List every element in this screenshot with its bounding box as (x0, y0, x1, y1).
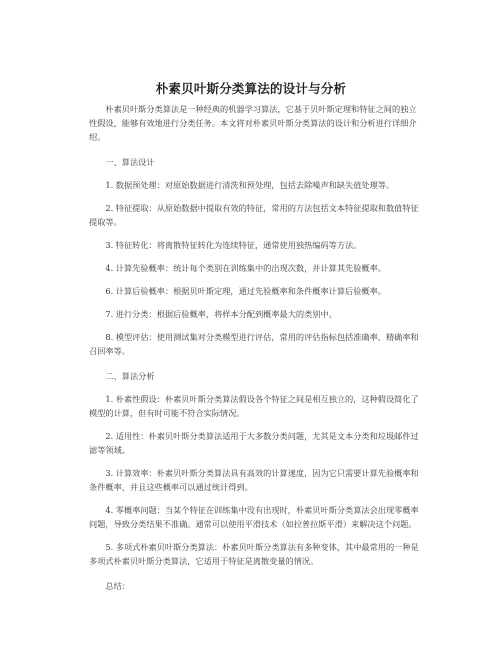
section-heading-design: 一、算法设计 (105, 157, 155, 167)
design-item-1: 1. 数据预处理：对原始数据进行清洗和预处理，包括去除噪声和缺失值处理等。 (105, 180, 395, 190)
design-item-7: 7. 进行分类：根据后验概率，将样本分配到概率最大的类别中。 (105, 309, 337, 319)
document-body (89, 102, 419, 593)
design-item-4: 4. 计算先验概率：统计每个类别在训练集中的出现次数，并计算其先验概率。 (105, 263, 386, 273)
design-item-6: 6. 计算后验概率：根据贝叶斯定理，通过先验概率和条件概率计算后验概率。 (105, 286, 386, 296)
analysis-item-1: 1. 朴素性假设：朴素贝叶斯分类算法假设各个特征之间是相互独立的，这种假设简化了模型的计算，但有时可能不符合实际情况。 (89, 394, 419, 418)
design-item-2: 2. 特征提取：从原始数据中提取有效的特征，常用的方法包括文本特征提取和数值特征提取等。 (89, 203, 419, 227)
summary-label: 总结： (105, 581, 130, 591)
analysis-item-2: 2. 适用性：朴素贝叶斯分类算法适用于大多数分类问题，尤其是文本分类和垃圾邮件过滤等领域。 (89, 431, 419, 455)
section-heading-analysis: 二、算法分析 (105, 371, 155, 381)
intro-paragraph: 朴素贝叶斯分类算法是一种经典的机器学习算法，它基于贝叶斯定理和特征之间的独立性假设，能够有效地进行分类任务。本文将对朴素贝叶斯分类算法的设计和分析进行详细介绍。 (89, 104, 417, 142)
design-item-3: 3. 特征转化：将离散特征转化为连续特征，通常使用独热编码等方法。 (105, 240, 362, 250)
analysis-item-4: 4. 零概率问题：当某个特征在训练集中没有出现时，朴素贝叶斯分类算法会出现零概率问题，导致分类结果不准确。通常可以使用平滑技术（如拉普拉斯平滑）来解决这个问题。 (89, 505, 419, 529)
analysis-item-3: 3. 计算效率：朴素贝叶斯分类算法具有高效的计算速度，因为它只需要计算先验概率和条件概率，并且这些概率可以通过统计得到。 (89, 468, 419, 492)
document-title: 朴素贝叶斯分类算法的设计与分析 (155, 81, 347, 96)
analysis-item-5: 5. 多项式朴素贝叶斯分类算法：朴素贝叶斯分类算法有多种变体，其中最常用的一种是多项式朴素贝叶斯分类算法，它适用于特征是离散变量的情况。 (89, 542, 419, 566)
design-item-8: 8. 模型评估：使用测试集对分类模型进行评估，常用的评估指标包括准确率、精确率和召回率等。 (89, 332, 419, 356)
